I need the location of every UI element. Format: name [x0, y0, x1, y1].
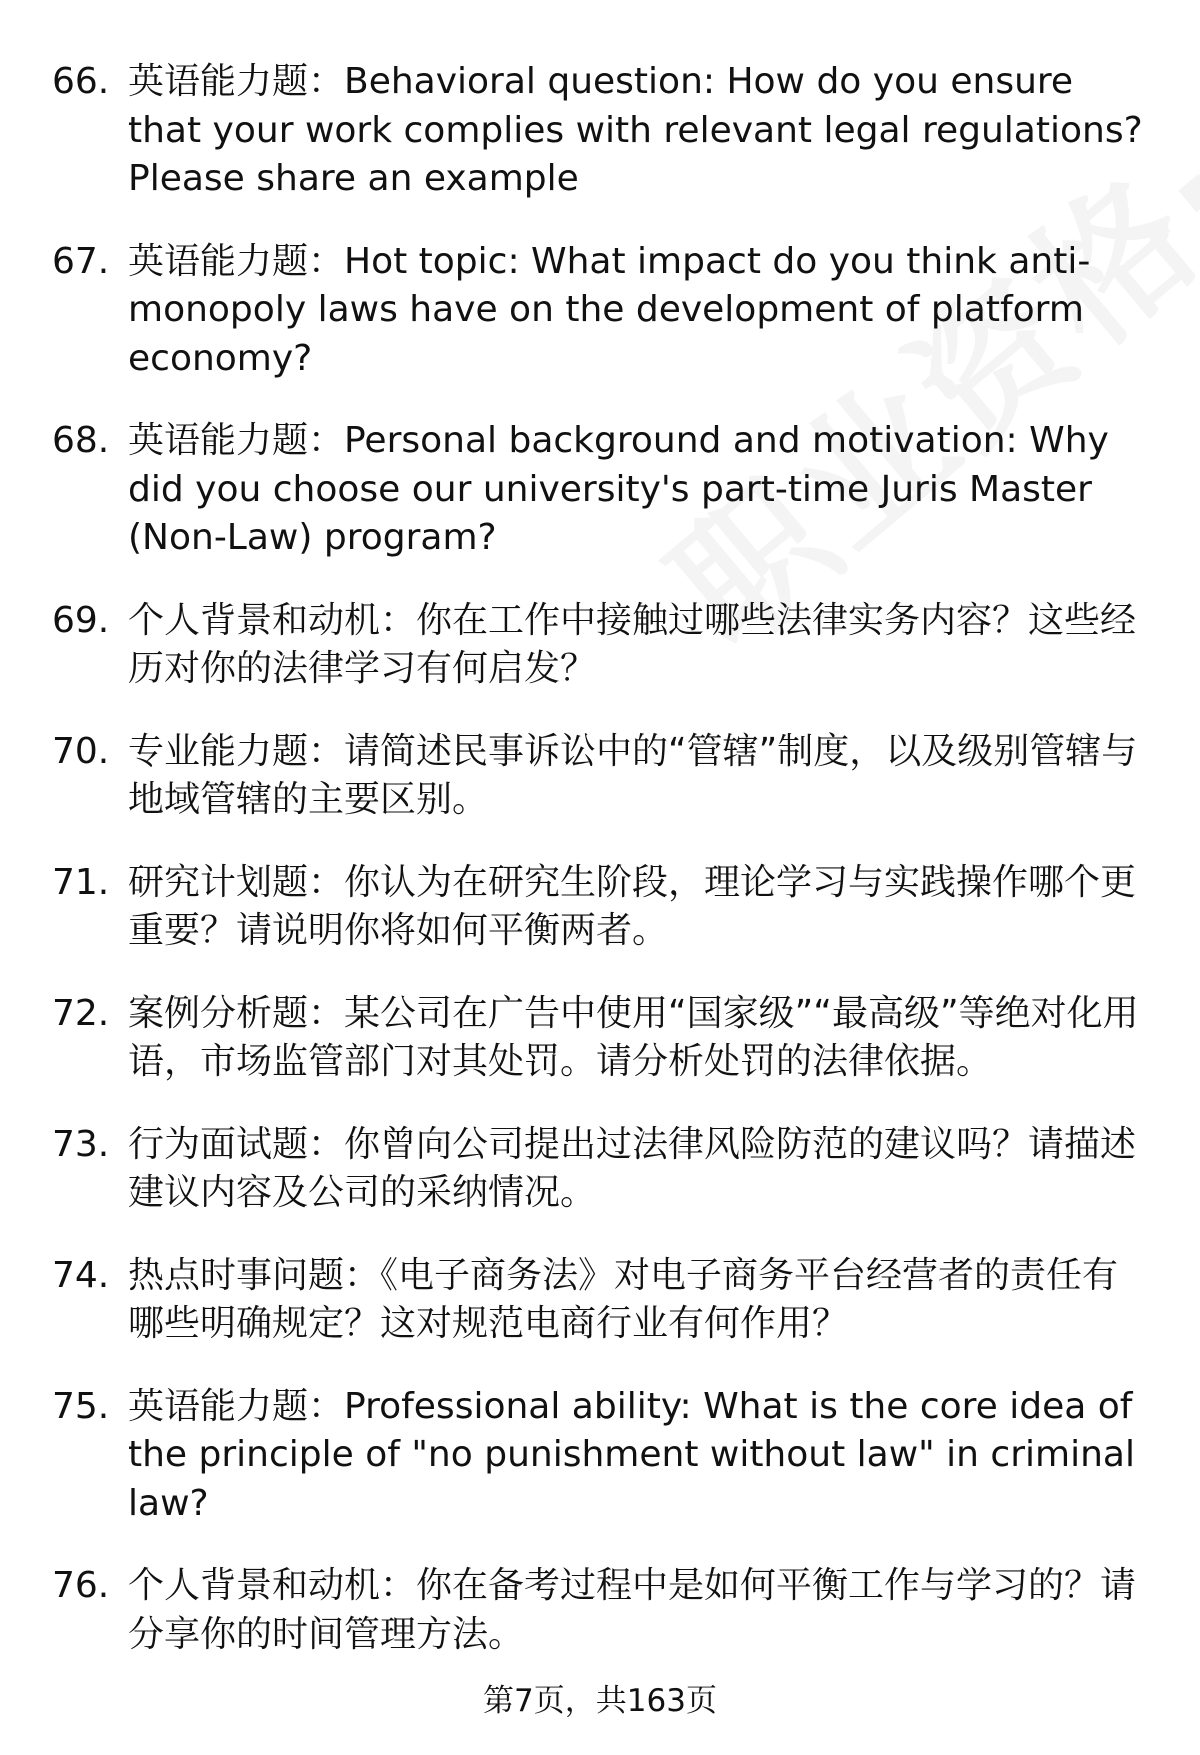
question-text: 英语能力题：Personal background and motivation: Why did you choose our university's part-time Juris Master (Non-Law) program?	[128, 420, 1109, 558]
question-item-72	[0, 990, 1200, 1087]
question-number: 73.	[52, 1123, 110, 1165]
question-item-67	[0, 238, 1200, 384]
question-text: 案例分析题：某公司在广告中使用“国家级”“最高级”等绝对化用语，市场监管部门对其处罚。请分析处罚的法律依据。	[128, 992, 1139, 1082]
question-number: 69.	[52, 599, 110, 641]
question-text: 英语能力题：Professional ability: What is the core idea of the principle of "no punishment without law" in criminal law?	[128, 1385, 1135, 1524]
question-text: 行为面试题：你曾向公司提出过法律风险防范的建议吗？请描述建议内容及公司的采纳情况。	[128, 1123, 1137, 1213]
question-text: 热点时事问题：《电子商务法》对电子商务平台经营者的责任有哪些明确规定？这对规范电商行业有何作用？	[128, 1254, 1119, 1344]
question-item-68	[0, 417, 1200, 563]
question-item-75	[0, 1383, 1200, 1529]
question-item-66	[0, 58, 1200, 204]
question-number: 71.	[52, 861, 110, 903]
question-number: 76.	[52, 1565, 110, 1606]
question-number: 66.	[52, 61, 110, 102]
question-text: 研究计划题：你认为在研究生阶段，理论学习与实践操作哪个更重要？请说明你将如何平衡两者。	[128, 861, 1137, 951]
question-list	[0, 58, 1200, 1693]
question-number: 74.	[52, 1254, 110, 1296]
question-number: 72.	[52, 992, 110, 1034]
question-number: 70.	[52, 730, 110, 772]
question-text: 个人背景和动机：你在工作中接触过哪些法律实务内容？这些经历对你的法律学习有何启发？	[128, 599, 1137, 689]
question-item-76	[0, 1562, 1200, 1659]
question-number: 67.	[52, 240, 110, 282]
question-item-74	[0, 1252, 1200, 1349]
question-item-70	[0, 728, 1200, 825]
question-text: 英语能力题：Behavioral question: How do you ensure that your work complies with relevant legal regulations? Please share an example	[128, 61, 1143, 199]
question-number: 68.	[52, 420, 110, 461]
question-text: 专业能力题：请简述民事诉讼中的“管辖”制度，以及级别管辖与地域管辖的主要区别。	[128, 730, 1138, 820]
question-item-73	[0, 1121, 1200, 1218]
question-number: 75.	[52, 1385, 110, 1427]
page-number-footer: 第7页，共163页	[483, 1683, 717, 1719]
question-text: 个人背景和动机：你在备考过程中是如何平衡工作与学习的？请分享你的时间管理方法。	[128, 1565, 1137, 1655]
question-text: 英语能力题：Hot topic: What impact do you think anti-monopoly laws have on the development of platform economy?	[128, 240, 1091, 379]
question-item-69	[0, 597, 1200, 694]
question-item-71	[0, 859, 1200, 956]
